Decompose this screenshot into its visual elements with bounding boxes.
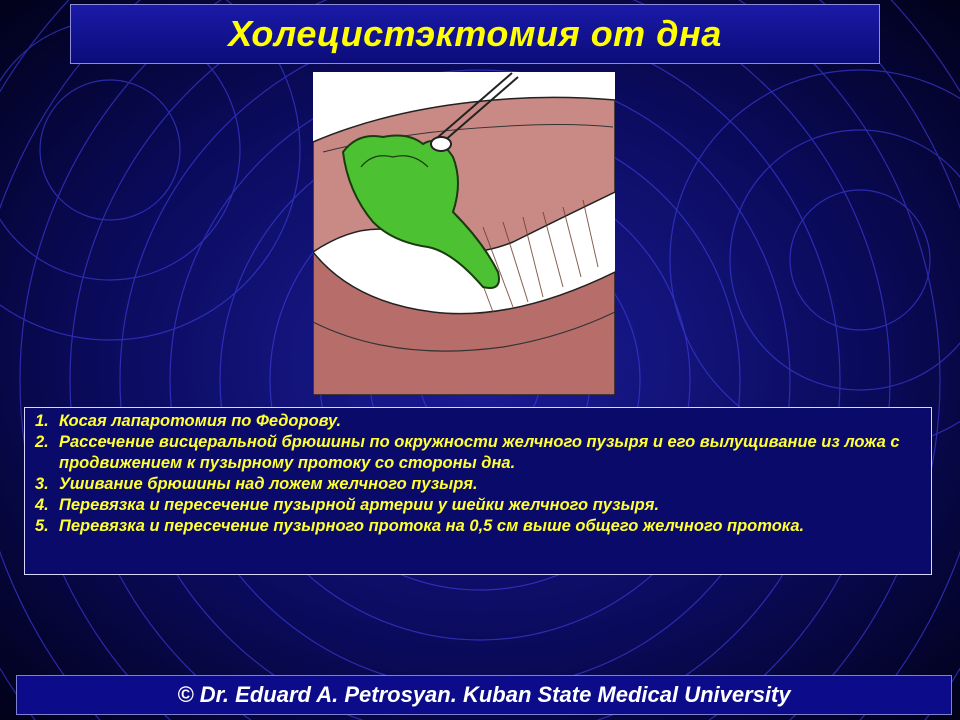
step-text: Косая лапаротомия по Федорову. xyxy=(59,412,342,430)
copyright-footer: © Dr. Eduard A. Petrosyan. Kuban State Medical University xyxy=(177,682,791,707)
step-item xyxy=(35,516,921,537)
title-bar xyxy=(70,4,880,64)
step-item xyxy=(35,495,921,516)
step-number: 1. xyxy=(35,412,49,430)
steps-panel xyxy=(24,407,932,575)
slide-title: Холецистэктомия от дна xyxy=(228,13,722,54)
step-text: Ушивание брюшины над ложем желчного пузыря. xyxy=(59,475,478,493)
step-text: Перевязка и пересечение пузырной артерии у шейки желчного пузыря. xyxy=(59,496,660,514)
step-text: Перевязка и пересечение пузырного протока на 0,5 см выше общего желчного протока. xyxy=(59,517,805,535)
gallbladder-illustration xyxy=(313,72,615,395)
step-text: Рассечение висцеральной брюшины по окружности желчного пузыря и его вылущивание из ложа с продвижением к пузырному протоку со стороны дна. xyxy=(59,433,900,472)
step-item xyxy=(35,474,921,495)
step-item xyxy=(35,432,921,474)
step-number: 4. xyxy=(35,496,49,514)
steps-list xyxy=(35,411,921,537)
footer-bar xyxy=(16,675,952,715)
step-number: 5. xyxy=(35,517,49,535)
step-number: 3. xyxy=(35,475,49,493)
gallbladder-illustration-icon xyxy=(313,72,615,395)
step-item xyxy=(35,411,921,432)
step-number: 2. xyxy=(35,433,49,451)
